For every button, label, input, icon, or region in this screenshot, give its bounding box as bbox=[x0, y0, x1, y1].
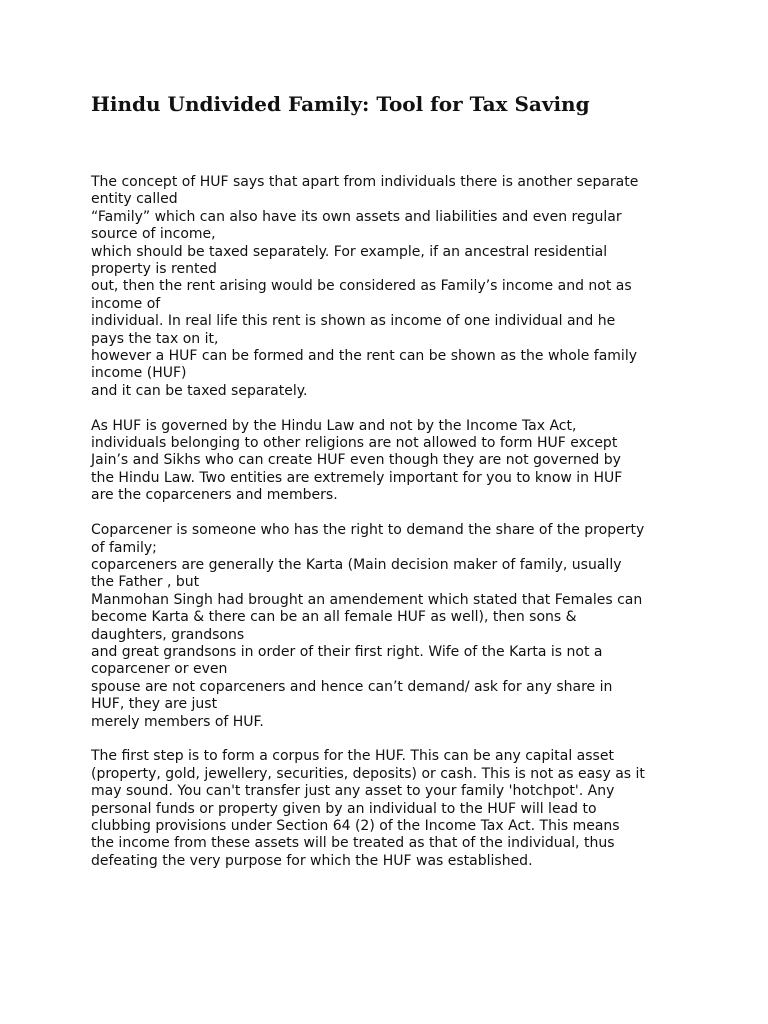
text-line: Jain’s and Sikhs who can create HUF even though they are not governed by bbox=[91, 452, 621, 469]
text-line: defeating the very purpose for which the HUF was established. bbox=[91, 852, 533, 869]
text-line: entity called bbox=[91, 191, 178, 208]
text-line: HUF, they are just bbox=[91, 696, 218, 713]
text-line: daughters, grandsons bbox=[91, 626, 245, 643]
paragraph-coparcener bbox=[91, 522, 691, 731]
text-line: Manmohan Singh had brought an amendement which stated that Females can bbox=[91, 591, 643, 608]
text-line: source of income, bbox=[91, 226, 216, 243]
text-line: personal funds or property given by an individual to the HUF will lead to bbox=[91, 800, 597, 817]
text-line: and great grandsons in order of their first right. Wife of the Karta is not a bbox=[91, 643, 603, 660]
text-line: property is rented bbox=[91, 261, 217, 278]
text-line: and it can be taxed separately. bbox=[91, 382, 308, 399]
paragraph-huf-concept bbox=[91, 174, 691, 400]
text-line: The concept of HUF says that apart from individuals there is another separate bbox=[91, 174, 639, 190]
text-line: are the coparceners and members. bbox=[91, 487, 338, 504]
text-line: clubbing provisions under Section 64 (2) of the Income Tax Act. This means bbox=[91, 817, 620, 834]
text-line: which should be taxed separately. For example, if an ancestral residential bbox=[91, 243, 608, 260]
text-line: become Karta & there can be an all female HUF as well), then sons & bbox=[91, 609, 577, 626]
text-line: merely members of HUF. bbox=[91, 713, 264, 730]
page-title: Hindu Undivided Family: Tool for Tax Saving bbox=[91, 92, 590, 116]
text-line: the income from these assets will be treated as that of the individual, thus bbox=[91, 835, 615, 852]
document-body bbox=[91, 174, 691, 888]
text-line: The first step is to form a corpus for the HUF. This can be any capital asset bbox=[91, 748, 614, 765]
text-line: coparcener or even bbox=[91, 661, 228, 678]
text-line: income of bbox=[91, 295, 161, 312]
text-line: pays the tax on it, bbox=[91, 330, 219, 347]
text-line: “Family” which can also have its own assets and liabilities and even regular bbox=[91, 208, 622, 225]
text-line: individuals belonging to other religions are not allowed to form HUF except bbox=[91, 435, 618, 452]
text-line: (property, gold, jewellery, securities, deposits) or cash. This is not as easy as it bbox=[91, 765, 645, 782]
paragraph-hindu-law bbox=[91, 418, 691, 505]
text-line: the Father , but bbox=[91, 574, 200, 591]
text-line: the Hindu Law. Two entities are extremely important for you to know in HUF bbox=[91, 469, 623, 486]
text-line: As HUF is governed by the Hindu Law and not by the Income Tax Act, bbox=[91, 417, 577, 434]
paragraph-corpus bbox=[91, 748, 691, 870]
text-line: out, then the rent arising would be considered as Family’s income and not as bbox=[91, 278, 632, 295]
text-line: income (HUF) bbox=[91, 365, 187, 382]
text-line: coparceners are generally the Karta (Main decision maker of family, usually bbox=[91, 556, 622, 573]
text-line: individual. In real life this rent is shown as income of one individual and he bbox=[91, 313, 616, 330]
text-line: Coparcener is someone who has the right to demand the share of the property bbox=[91, 522, 645, 539]
text-line: of family; bbox=[91, 539, 157, 556]
text-line: however a HUF can be formed and the rent can be shown as the whole family bbox=[91, 348, 637, 365]
text-line: may sound. You can't transfer just any asset to your family 'hotchpot'. Any bbox=[91, 783, 615, 800]
text-line: spouse are not coparceners and hence can’t demand/ ask for any share in bbox=[91, 678, 613, 695]
